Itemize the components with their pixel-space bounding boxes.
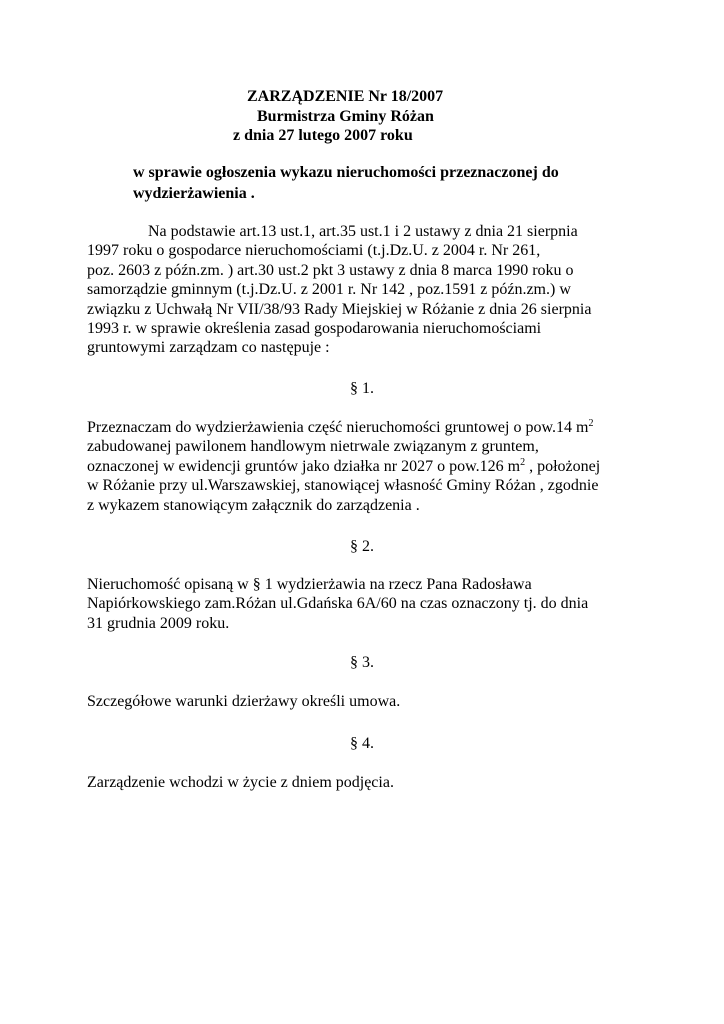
paragraph-line: zabudowanej pawilonem handlowym nietrwale związanym z gruntem, — [87, 438, 539, 456]
section-1-paragraph — [87, 418, 647, 515]
section-2-paragraph — [87, 575, 647, 633]
paragraph-line: 1997 roku o gospodarce nieruchomościami (t.j.Dz.U. z 2004 r. Nr 261, — [87, 242, 541, 260]
line-text: oznaczonej w ewidencji gruntów jako działka nr 2027 o pow.126 m — [87, 457, 521, 475]
paragraph-line: poz. 2603 z późn.zm. ) art.30 ust.2 pkt 3 ustawy z dnia 8 marca 1990 roku o — [87, 261, 574, 279]
paragraph-line: Nieruchomość opisaną w § 1 wydzierżawia na rzecz Pana Radosława — [87, 576, 532, 593]
line-text: , położonej — [525, 457, 601, 475]
paragraph-line: Na podstawie art.13 ust.1, art.35 ust.1 i 2 ustawy z dnia 21 sierpnia — [148, 223, 578, 240]
superscript: 2 — [588, 418, 594, 429]
document-issuer: Burmistrza Gminy Różan — [257, 108, 434, 125]
section-heading-4: § 4. — [350, 735, 374, 752]
subject-line: wydzierżawienia . — [133, 185, 255, 202]
subject-line: w sprawie ogłoszenia wykazu nieruchomości przeznaczonej do — [133, 164, 559, 181]
paragraph-line: Szczegółowe warunki dzierżawy określi umowa. — [87, 693, 401, 710]
section-4-paragraph — [87, 773, 647, 792]
paragraph-line — [87, 418, 647, 437]
paragraph-line: 31 grudnia 2009 roku. — [87, 614, 230, 632]
paragraph-line: samorządzie gminnym (t.j.Dz.U. z 2001 r. Nr 142 , poz.1591 z późn.zm.) w — [87, 281, 571, 299]
paragraph-line: 1993 r. w sprawie określenia zasad gospodarowania nieruchomościami — [87, 320, 542, 338]
paragraph-line: związku z Uchwałą Nr VII/38/93 Rady Miejskiej w Różanie z dnia 26 sierpnia — [87, 300, 592, 318]
section-3-paragraph — [87, 692, 647, 711]
section-heading-2: § 2. — [350, 538, 374, 555]
superscript: 2 — [520, 456, 526, 468]
paragraph-line: Napiórkowskiego zam.Różan ul.Gdańska 6A/60 na czas oznaczony tj. do dnia — [87, 595, 589, 613]
section-heading-1: § 1. — [350, 380, 374, 397]
paragraph-line — [87, 457, 647, 476]
line-text: Przeznaczam do wydzierżawienia część nieruchomości gruntowej o pow.14 m — [87, 419, 589, 436]
preamble-paragraph — [87, 222, 647, 358]
section-heading-3: § 3. — [350, 654, 374, 671]
document-date: z dnia 27 lutego 2007 roku — [233, 127, 413, 144]
paragraph-line: gruntowymi zarządzam co następuje : — [87, 339, 330, 357]
paragraph-line: w Różanie przy ul.Warszawskiej, stanowiącej własność Gminy Różan , zgodnie — [87, 477, 599, 495]
paragraph-line: Zarządzenie wchodzi w życie z dniem podjęcia. — [87, 774, 394, 791]
paragraph-line: z wykazem stanowiącym załącznik do zarządzenia . — [87, 496, 420, 514]
document-subject — [133, 162, 633, 204]
document-title: ZARZĄDZENIE Nr 18/2007 — [247, 88, 444, 105]
